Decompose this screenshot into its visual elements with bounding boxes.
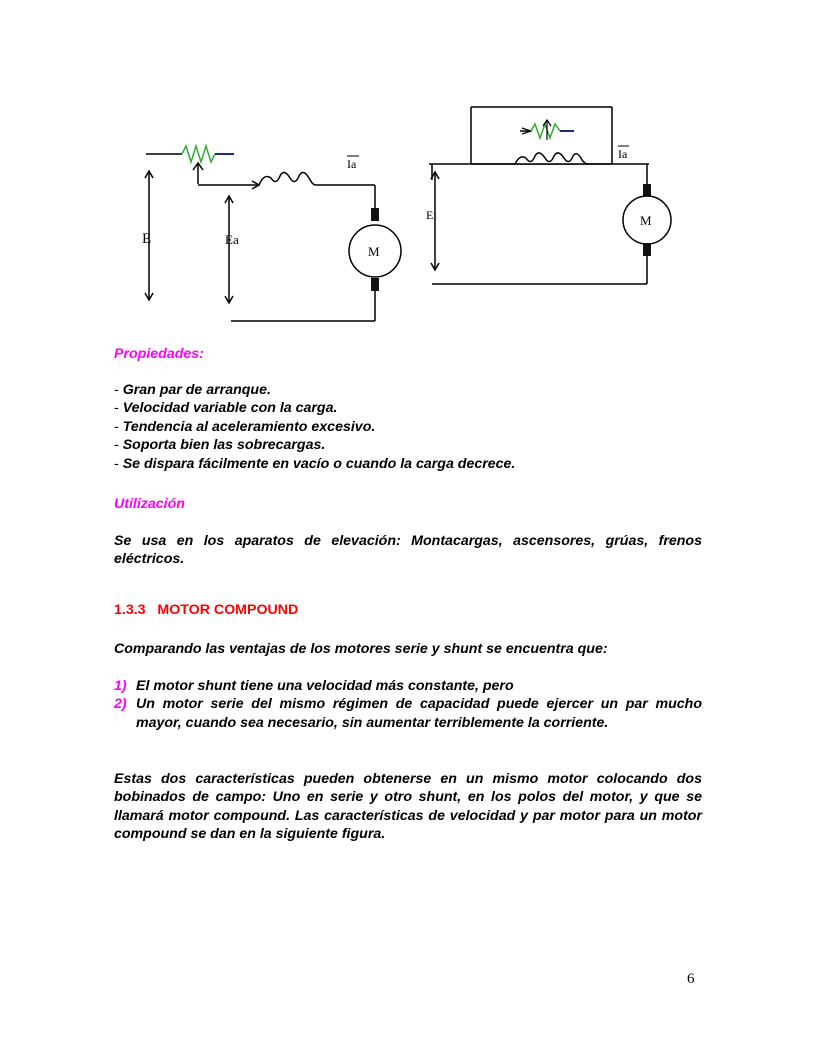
section-number: 1.3.3 (114, 602, 146, 618)
circuit-svg (122, 88, 694, 326)
properties-heading: Propiedades: (114, 346, 204, 362)
section-intro: Comparando las ventajas de los motores serie y shunt se encuentra que: (114, 641, 608, 657)
rheostat-left-icon (182, 146, 215, 162)
ea-label: Ea (225, 232, 239, 247)
rheostat-right-icon (531, 124, 560, 138)
ei-label: Ei (426, 208, 437, 222)
motor-circuit-diagram (122, 88, 694, 326)
motor-left-label: M (368, 244, 380, 259)
properties-item: - Tendencia al aceleramiento excesivo. (114, 418, 376, 435)
properties-item: - Se dispara fácilmente en vacío o cuando la carga decrece. (114, 455, 516, 472)
properties-item: - Gran par de arranque. (114, 382, 271, 398)
list-item: 2) Un motor serie del mismo régimen de capacidad puede ejercer un par mucho mayor, cuando sea necesario, sin aumentar terriblemente la corriente. (114, 696, 702, 731)
page-number: 6 (687, 971, 695, 987)
series-coil-left-icon (259, 172, 315, 185)
comparison-list (114, 677, 702, 732)
closing-paragraph: Estas dos características pueden obtenerse en un mismo motor colocando dos bobinados de campo: Uno en serie y otro shunt, en los polos del motor, y que se llamará motor compound. Las características de velocidad y par motor para un motor compound se dan en la siguiente figura. (114, 771, 702, 843)
properties-item: - Velocidad variable con la carga. (114, 400, 338, 417)
ia-left-label: Ia (347, 157, 357, 171)
utilization-heading: Utilización (114, 496, 185, 512)
section-title: MOTOR COMPOUND (157, 602, 299, 618)
utilization-body: Se usa en los aparatos de elevación: Montacargas, ascensores, grúas, frenos eléctricos. (114, 533, 702, 568)
properties-item: - Soporta bien las sobrecargas. (114, 437, 326, 454)
section-heading (114, 601, 702, 619)
ia-right-label: Ia (618, 147, 628, 161)
list-item: 1) El motor shunt tiene una velocidad más constante, pero (114, 678, 514, 694)
motor-right-label: M (640, 213, 652, 228)
properties-list (114, 381, 702, 473)
series-coil-right-icon (515, 153, 588, 164)
e-label: E (142, 231, 152, 247)
